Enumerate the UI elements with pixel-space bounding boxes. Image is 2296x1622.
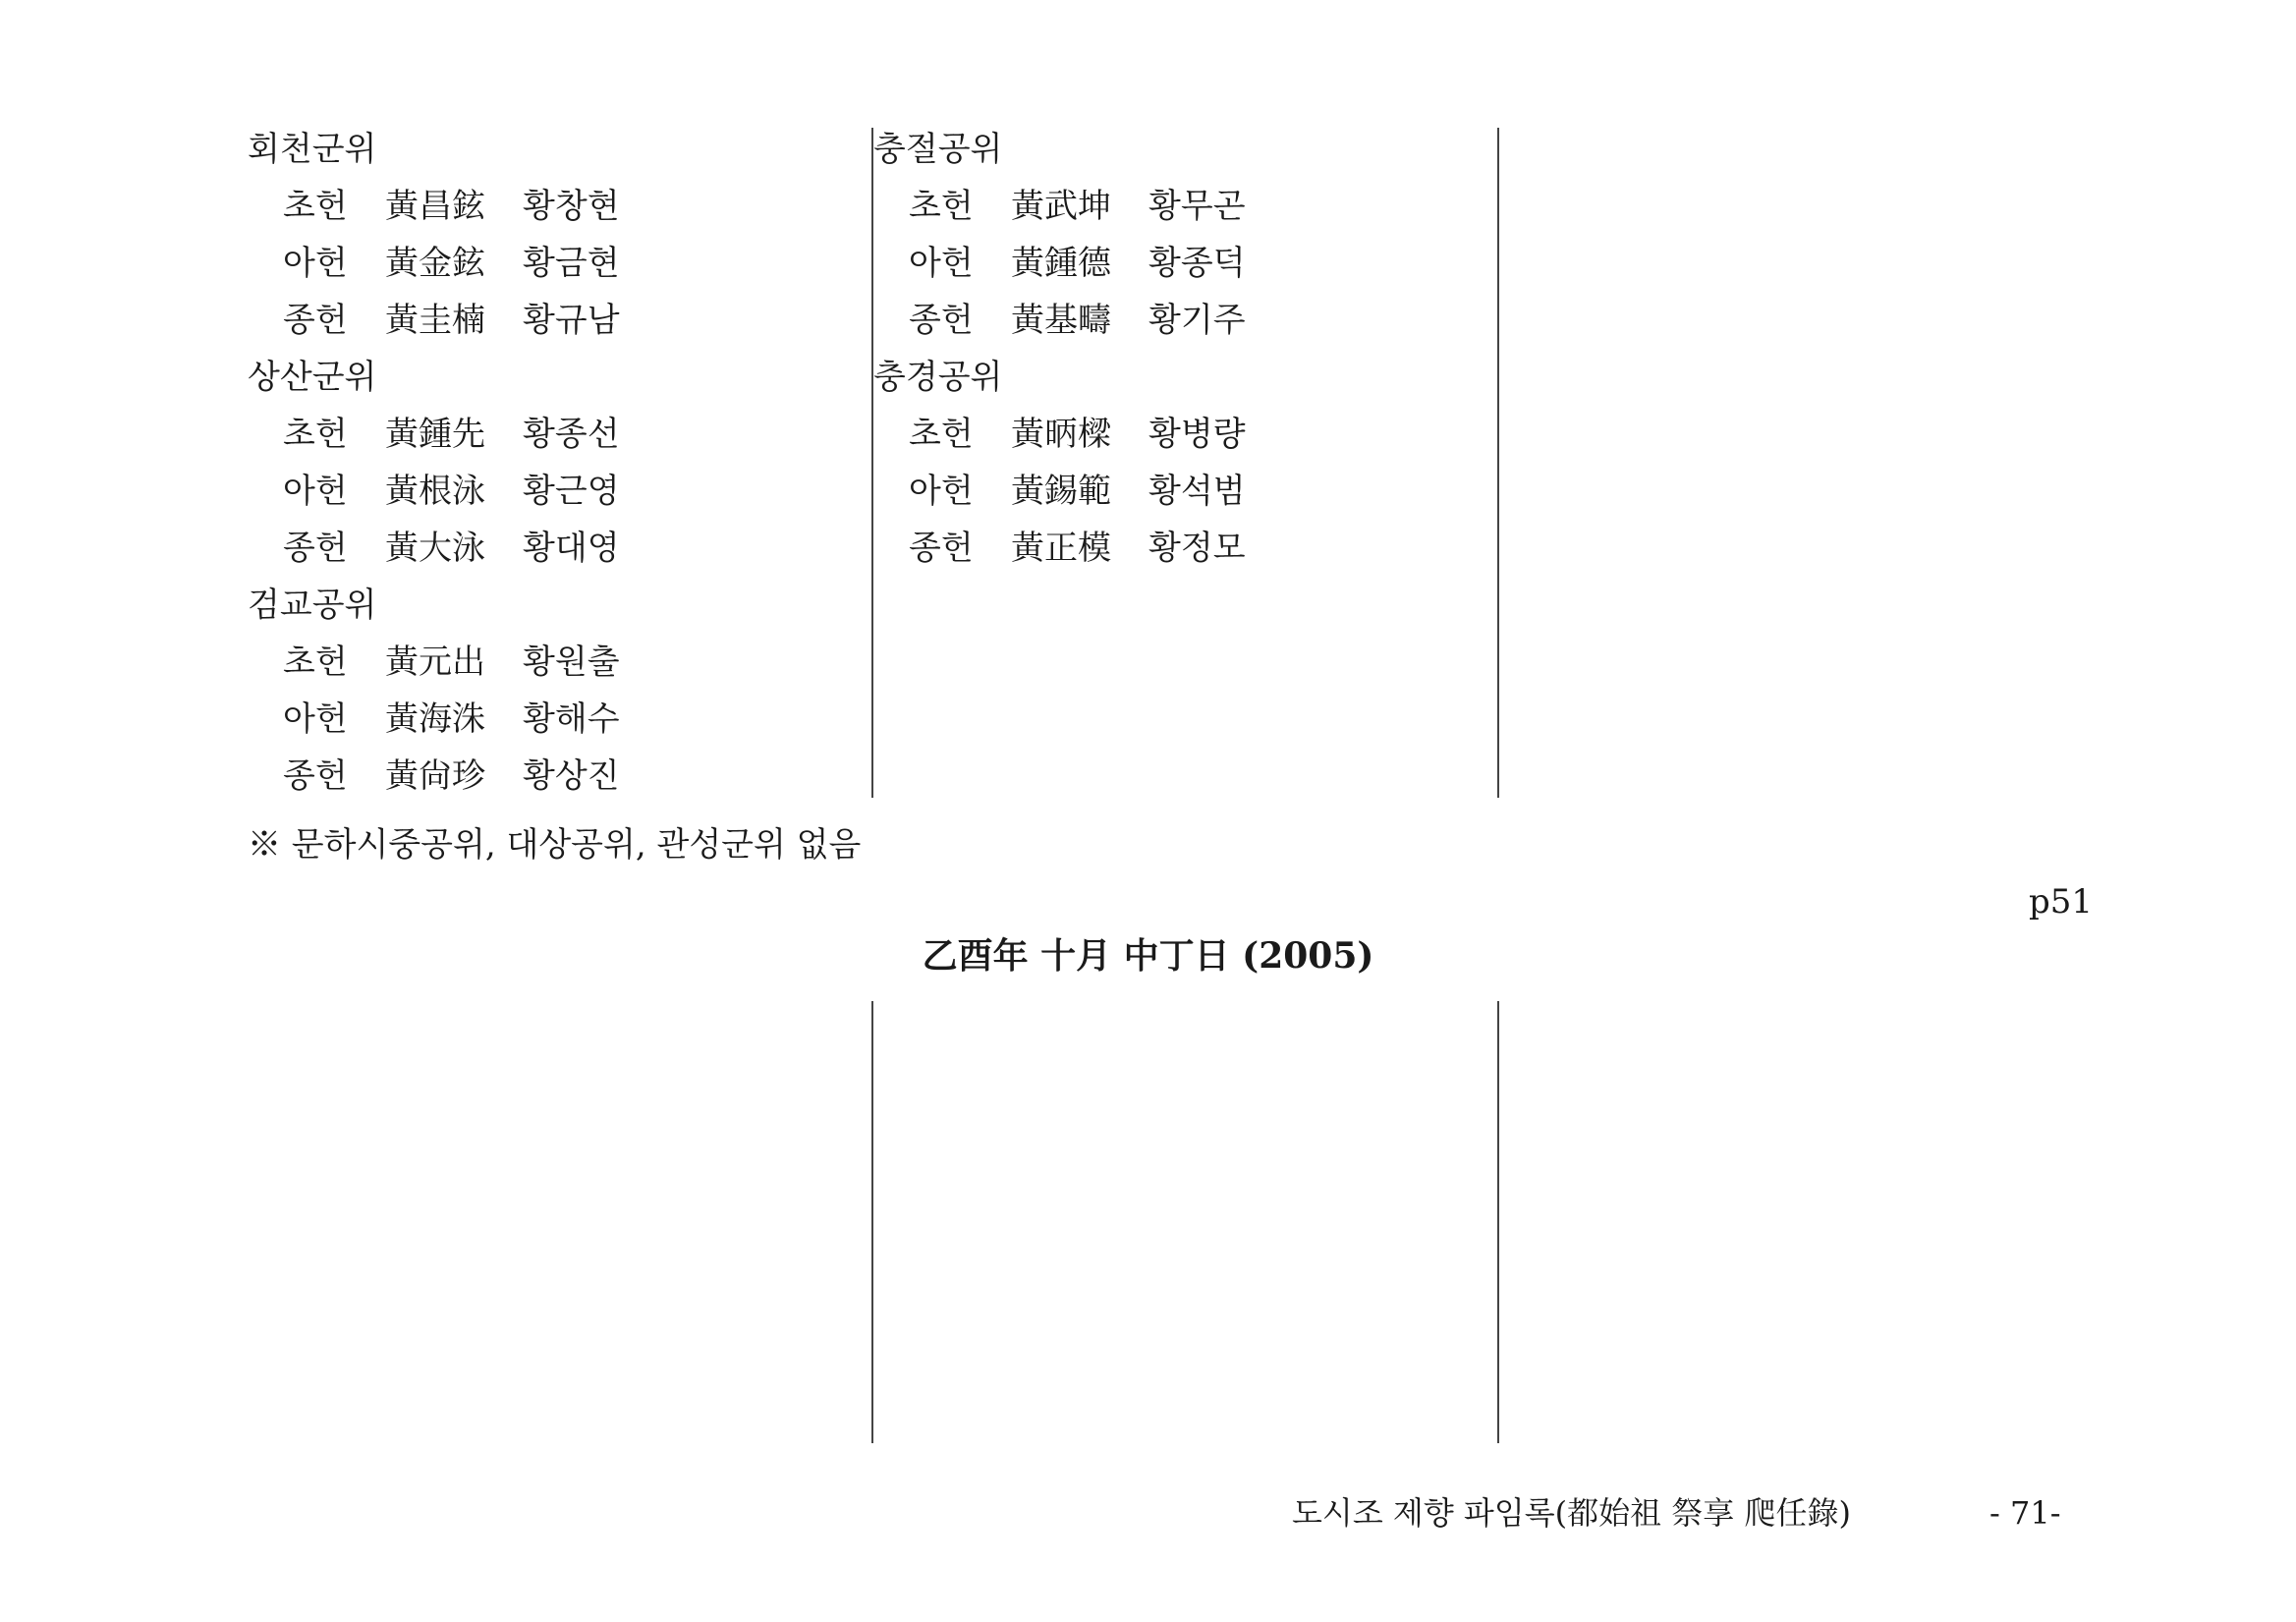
top-middle-column [871, 128, 1497, 798]
bottom-right-column [1497, 1001, 2123, 1443]
role-label: 초헌 [283, 187, 348, 226]
role-label: 아헌 [909, 244, 974, 283]
ceremony-date-heading: 乙酉年 十月 中丁日 (2005) [922, 935, 1374, 977]
bottom-left-column [248, 1001, 871, 1443]
role-label: 초헌 [283, 415, 348, 454]
name-hanja: 黃武坤 [1011, 187, 1111, 226]
group-title-text: 회천군위 [248, 130, 377, 169]
name-hangul: 황금현 [523, 244, 620, 283]
footer-page-number: - 71- [1989, 1494, 2061, 1532]
name-hanja: 黃金鉉 [385, 244, 485, 283]
name-hanja: 黃元出 [385, 643, 485, 682]
name-hanja: 黃鍾先 [385, 415, 485, 454]
name-hangul: 황종덕 [1148, 244, 1246, 283]
group-title-text: 충경공위 [873, 358, 1003, 397]
group-title-text: 상산군위 [248, 358, 377, 397]
name-hanja: 黃正模 [1011, 529, 1111, 568]
name-hanja: 黃昌鉉 [385, 187, 485, 226]
name-hangul: 황기주 [1148, 301, 1246, 340]
name-hangul: 황근영 [523, 472, 620, 511]
name-hanja: 黃尙珍 [385, 756, 485, 796]
name-hanja: 黃昞樑 [1011, 415, 1111, 454]
bottom-middle-column [871, 1001, 1497, 1443]
name-hanja: 黃錫範 [1011, 472, 1111, 511]
role-label: 종헌 [283, 756, 348, 796]
name-hangul: 황병량 [1148, 415, 1246, 454]
page-reference: p51 [2029, 882, 2094, 922]
name-hangul: 황규남 [523, 301, 620, 340]
bottom-section [248, 1001, 2123, 1443]
name-hangul: 황원출 [523, 643, 620, 682]
name-hanja: 黃海洙 [385, 699, 485, 739]
group-title-text: 검교공위 [248, 586, 377, 625]
name-hanja: 黃基疇 [1011, 301, 1111, 340]
top-left-column [248, 128, 871, 798]
name-hangul: 황상진 [523, 756, 620, 796]
name-hanja: 黃鍾德 [1011, 244, 1111, 283]
role-label: 아헌 [283, 244, 348, 283]
role-label: 아헌 [283, 699, 348, 739]
name-hanja: 黃圭楠 [385, 301, 485, 340]
role-label: 아헌 [909, 472, 974, 511]
role-label: 종헌 [283, 301, 348, 340]
role-label: 종헌 [909, 301, 974, 340]
role-label: 종헌 [909, 529, 974, 568]
name-hanja: 黃大泳 [385, 529, 485, 568]
name-hangul: 황석범 [1148, 472, 1246, 511]
role-label: 초헌 [909, 187, 974, 226]
absence-note: ※ 문하시중공위, 대상공위, 관성군위 없음 [248, 825, 862, 865]
top-right-column [1497, 128, 2123, 798]
name-hangul: 황해수 [523, 699, 620, 739]
role-label: 초헌 [909, 415, 974, 454]
name-hangul: 황무곤 [1148, 187, 1246, 226]
name-hangul: 황종선 [523, 415, 620, 454]
role-label: 아헌 [283, 472, 348, 511]
name-hanja: 黃根泳 [385, 472, 485, 511]
role-label: 종헌 [283, 529, 348, 568]
group-title-text: 충절공위 [873, 130, 1003, 169]
footer-title: 도시조 제향 파임록(都始祖 祭享 爬任錄) [1292, 1494, 1851, 1532]
role-label: 초헌 [283, 643, 348, 682]
name-hangul: 황정모 [1148, 529, 1246, 568]
top-section [248, 128, 2123, 798]
name-hangul: 황대영 [523, 529, 620, 568]
name-hangul: 황창현 [523, 187, 620, 226]
